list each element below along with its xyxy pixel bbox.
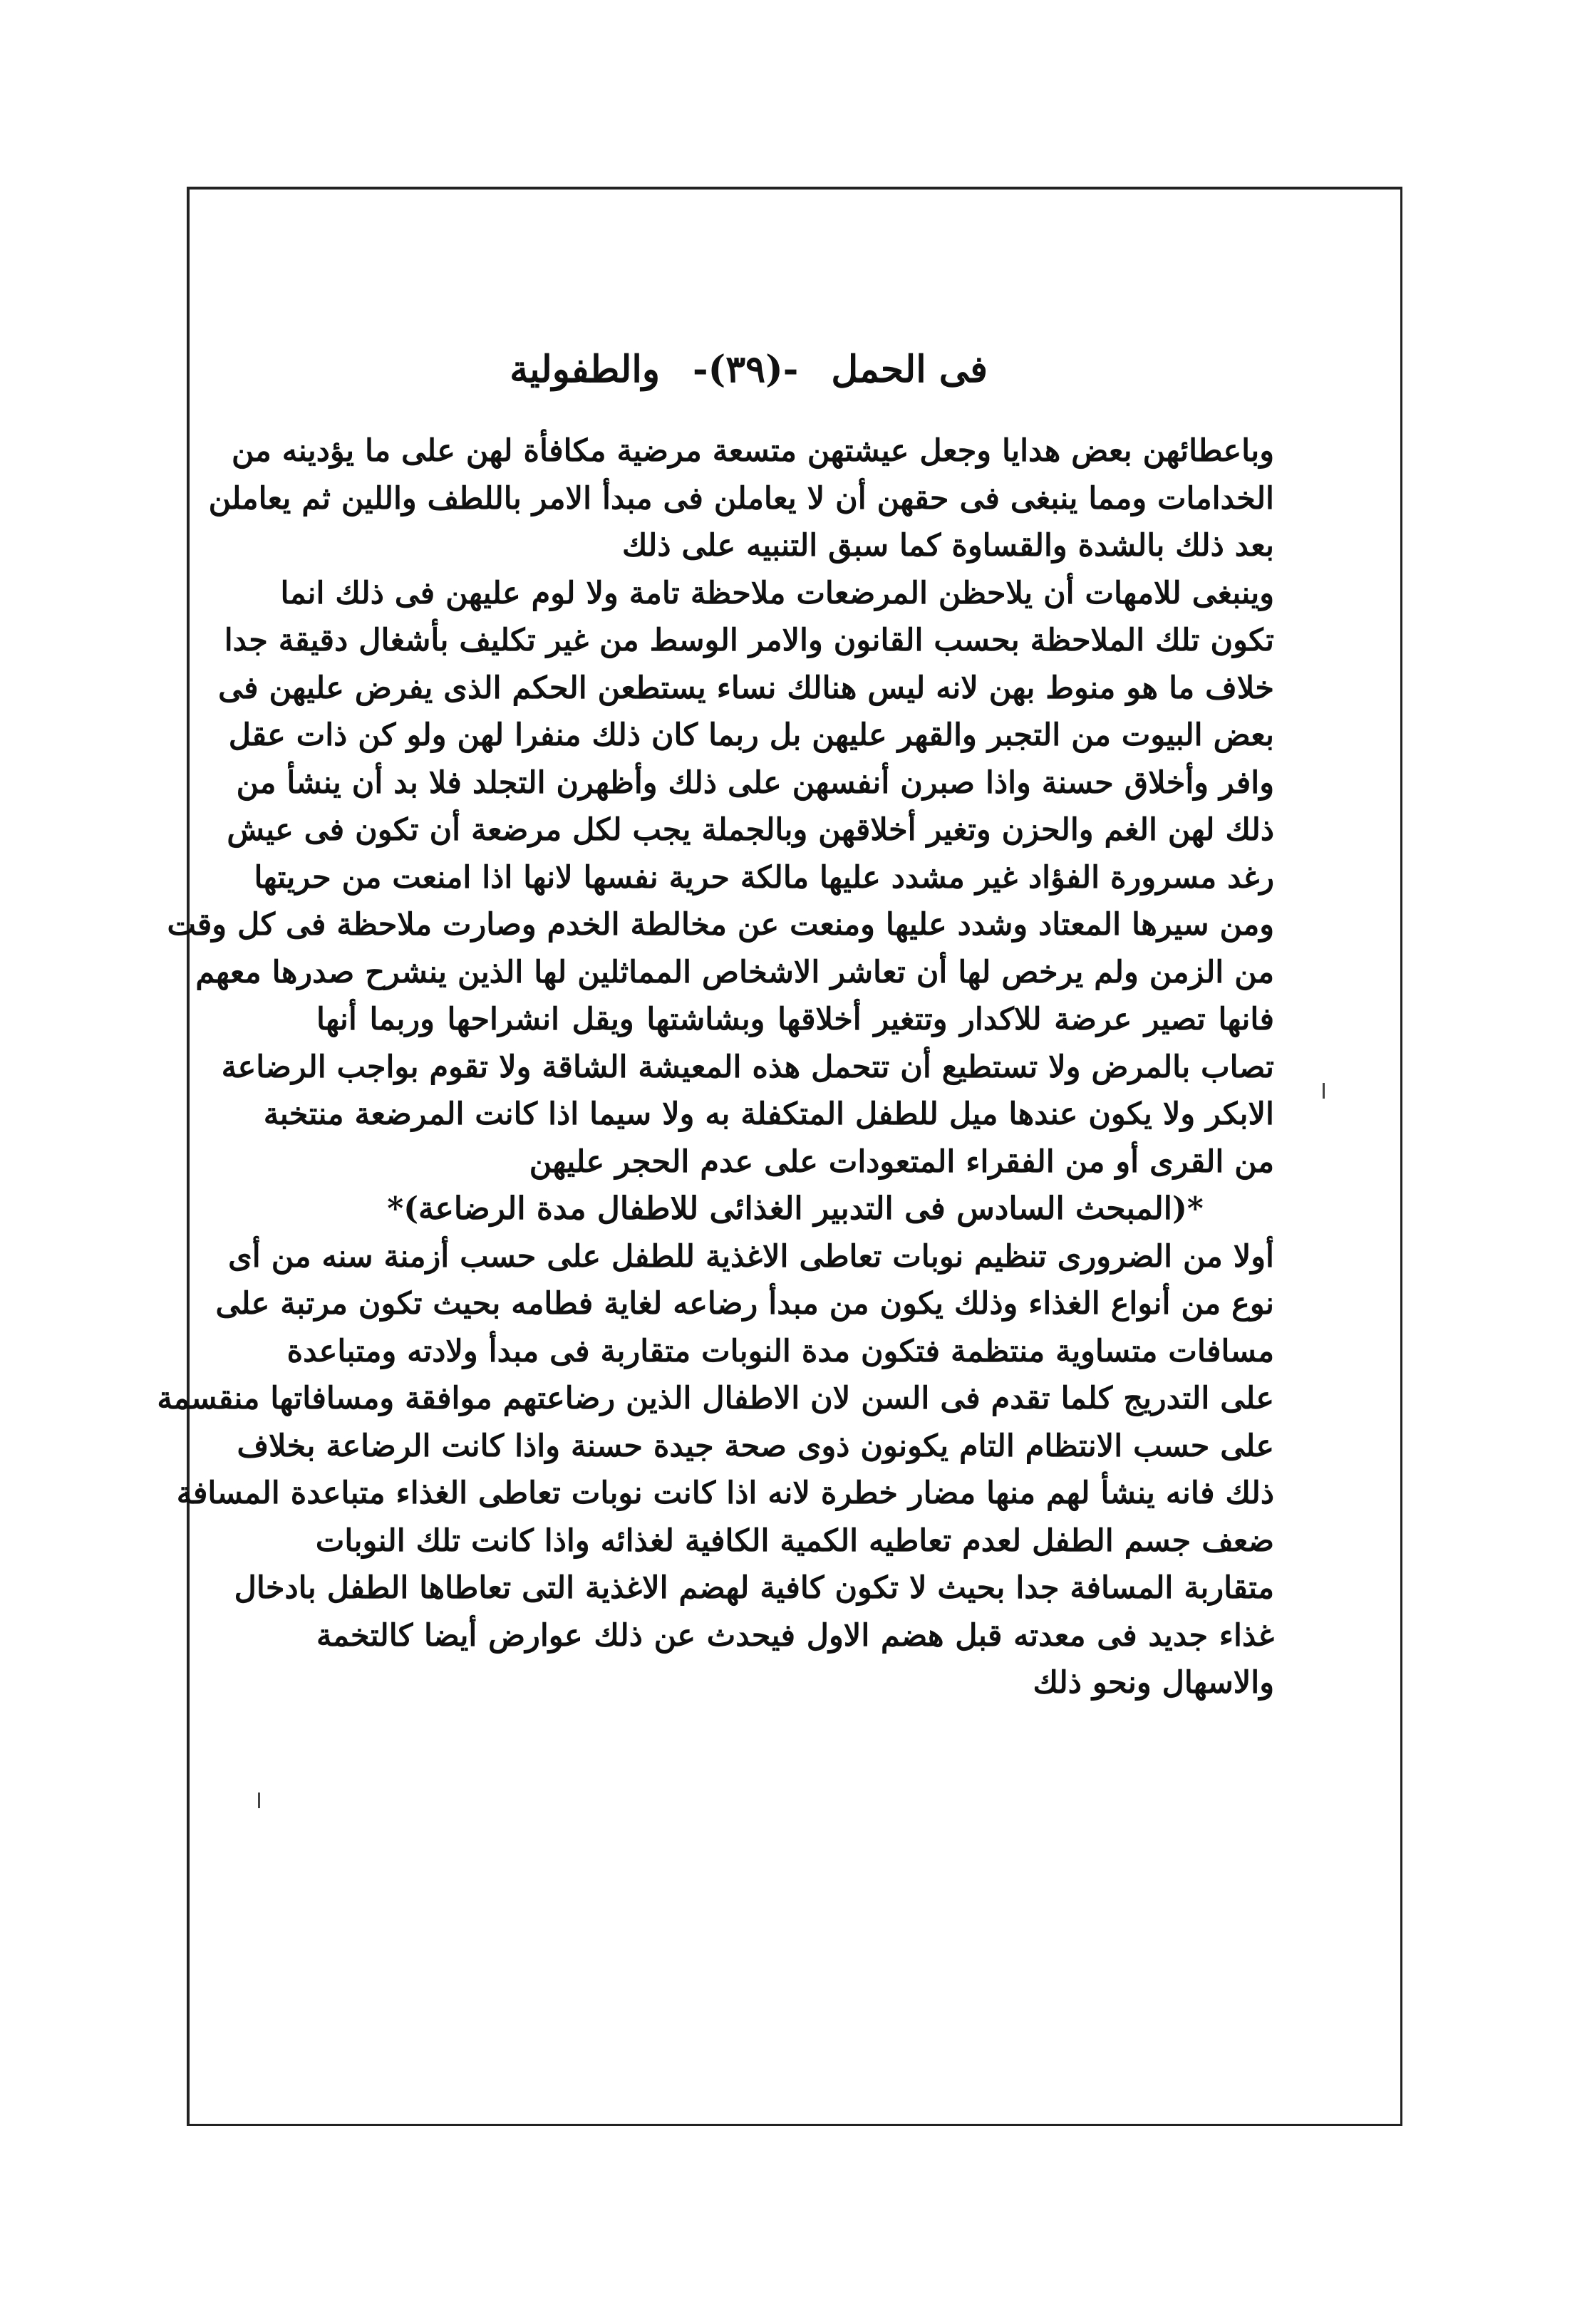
paragraph: [208, 427, 1274, 570]
header-left-title: فى الحمل: [831, 348, 988, 391]
text-line: غذاء جديد فى معدته قبل هضم الاول فيحدث عن ذلك عوارض أيضا كالتخمة: [316, 1617, 1274, 1654]
text-line: من الزمن ولم يرخص لها أن تعاشر الاشخاص المماثلين لها الذين ينشرح صدرها معهم: [195, 954, 1274, 990]
text-line: على التدريج كلما تقدم فى السن لان الاطفال الذين رضاعتهم موافقة ومسافاتها منقسمة: [157, 1381, 1274, 1416]
text-line: أولا من الضرورى تنظيم نوبات تعاطى الاغذية للطفل على حسب أزمنة سنه من أى: [228, 1238, 1274, 1275]
text-line: ذلك لهن الغم والحزن وتغير أخلاقهن وبالجملة يجب لكل مرضعة أن تكون فى عيش: [227, 812, 1274, 848]
running-header: [510, 348, 998, 391]
text-line: وباعطائهن بعض هدايا وجعل عيشتهن متسعة مرضية مكافأة لهن على ما يؤدينه من: [231, 433, 1274, 469]
page-body: [157, 427, 1274, 1707]
text-line: والاسهال ونحو ذلك: [1033, 1665, 1274, 1701]
text-line: تصاب بالمرض ولا تستطيع أن تتحمل هذه المعيشة الشاقة ولا تقوم بواجب الرضاعة: [221, 1049, 1274, 1085]
text-line: فانها تصير عرضة للاكدار وتتغير أخلاقها وبشاشتها ويقل انشراحها وربما أنها: [316, 1002, 1274, 1037]
text-line: تكون تلك الملاحظة بحسب القانون والامر الوسط من غير تكليف بأشغال دقيقة جدا: [224, 623, 1274, 658]
text-line: متقاربة المسافة جدا بحيث لا تكون كافية لهضم الاغذية التى تعاطاها الطفل بادخال: [234, 1570, 1274, 1606]
text-line: وافر وأخلاق حسنة واذا صبرن أنفسهن على ذلك وأظهرن التجلد فلا بد أن ينشأ من: [236, 764, 1274, 801]
text-line: ذلك فانه ينشأ لهم منها مضار خطرة لانه اذا كانت نوبات تعاطى الغذاء متباعدة المسافة: [176, 1475, 1274, 1511]
text-line: ضعف جسم الطفل لعدم تعاطيه الكمية الكافية لغذائه واذا كانت تلك النوبات: [315, 1522, 1274, 1559]
text-line: الخدامات ومما ينبغى فى حقهن أن لا يعاملن فى مبدأ الامر باللطف واللين ثم يعاملن: [208, 480, 1274, 517]
text-line: رغد مسرورة الفؤاد غير مشدد عليها مالكة حرية نفسها لانها اذا امنعت من حريتها: [254, 859, 1274, 896]
text-line: نوع من أنواع الغذاء وذلك يكون من مبدأ رضاعه لغاية فطامه بحيث تكون مرتبة على: [215, 1286, 1274, 1322]
page-number: -(٣٩)-: [693, 348, 799, 391]
text-line: على حسب الانتظام التام يكونون ذوى صحة جيدة حسنة واذا كانت الرضاعة بخلاف: [237, 1428, 1274, 1464]
text-line: مسافات متساوية منتظمة فتكون مدة النوبات متقاربة فى مبدأ ولادته ومتباعدة: [286, 1333, 1274, 1369]
text-line: ومن سيرها المعتاد وشدد عليها ومنعت عن مخالطة الخدم وصارت ملاحظة فى كل وقت: [167, 907, 1274, 943]
text-line: خلاف ما هو منوط بهن لانه ليس هنالك نساء يستطعن الحكم الذى يفرض عليهن فى: [218, 670, 1274, 706]
paragraph: [167, 570, 1274, 1186]
text-line: الابكر ولا يكون عندها ميل للطفل المتكفلة به ولا سيما اذا كانت المرضعة منتخبة: [263, 1096, 1274, 1132]
margin-mark: [258, 1793, 260, 1808]
text-line: وينبغى للامهات أن يلاحظن المرضعات ملاحظة تامة ولا لوم عليهن فى ذلك انما: [280, 575, 1274, 611]
text-line: بعض البيوت من التجبر والقهر عليهن بل ربما كان ذلك منفرا لهن ولو كن ذات عقل: [228, 717, 1274, 753]
section-heading: *(المبحث السادس فى التدبير الغذائى للاطفال مدة الرضاعة)*: [387, 1190, 1204, 1227]
text-line: من القرى أو من الفقراء المتعودات على عدم الحجر عليهن: [529, 1143, 1274, 1180]
header-right-title: والطفولية: [510, 348, 660, 391]
margin-mark: [1323, 1083, 1325, 1099]
paragraph: [157, 1233, 1274, 1707]
text-line: بعد ذلك بالشدة والقساوة كما سبق التنبيه على ذلك: [621, 528, 1274, 564]
